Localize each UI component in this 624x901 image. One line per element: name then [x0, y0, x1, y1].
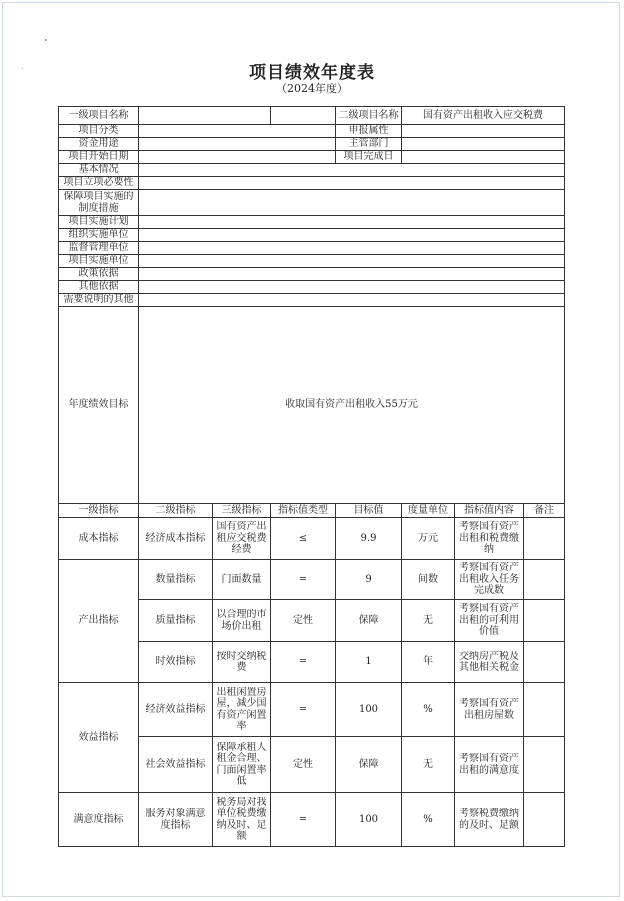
- indicator-l2: 社会效益指标: [139, 737, 213, 793]
- indicator-l2-text: 服务对象满意度指标: [145, 808, 206, 831]
- info-label: 政策依据: [59, 268, 139, 281]
- indicator-unit: 间数: [402, 560, 455, 600]
- indicator-note: [524, 683, 565, 737]
- indicator-target: 1: [336, 642, 402, 683]
- indicator-content-text: 考察国有资产出租和税费缴纳: [459, 521, 519, 556]
- info-label: 项目实施单位: [59, 255, 139, 268]
- indicator-l3-text: 国有资产出租应交税费经费: [216, 521, 267, 556]
- info-label-text: 保障项目实施的制度措施: [63, 191, 134, 214]
- info-value: [139, 242, 565, 255]
- info-value: [139, 281, 565, 294]
- indicator-header-row: [59, 504, 565, 518]
- indicator-l3: [213, 737, 271, 793]
- info-row: [59, 255, 565, 268]
- indicator-l3: [213, 793, 271, 847]
- label-fund-use: 资金用途: [59, 138, 139, 151]
- page-title: 项目绩效年度表: [249, 63, 375, 83]
- indicator-content: [455, 518, 524, 560]
- label-dept: 主管部门: [336, 138, 402, 151]
- header-level1: 一级指标: [59, 504, 139, 518]
- indicator-type: 定性: [271, 737, 336, 793]
- indicator-note: [524, 518, 565, 560]
- value-level1-name: [139, 107, 271, 125]
- indicator-note: [524, 642, 565, 683]
- value-declare-attr: [402, 125, 565, 138]
- value-fund-use: [139, 138, 336, 151]
- label-end-date: 项目完成日: [336, 151, 402, 164]
- indicator-type: =: [271, 793, 336, 847]
- info-row: [59, 190, 565, 216]
- indicator-content-text: 考察国有资产出租的可利用价值: [459, 603, 519, 638]
- info-value: [139, 177, 565, 190]
- label-declare-attr: 申报属性: [336, 125, 402, 138]
- annual-goal-label: 年度绩效目标: [59, 307, 139, 504]
- indicator-content-text: 考察税费缴纳的及时、足额: [459, 808, 519, 831]
- indicator-l3: 门面数量: [213, 560, 271, 600]
- header-content: 指标值内容: [455, 504, 524, 518]
- indicator-target: 100: [336, 793, 402, 847]
- label-category: 项目分类: [59, 125, 139, 138]
- indicator-unit: 无: [402, 600, 455, 642]
- indicator-l2: 质量指标: [139, 600, 213, 642]
- indicator-unit: 无: [402, 737, 455, 793]
- indicator-l3: [213, 683, 271, 737]
- indicator-content: [455, 600, 524, 642]
- indicator-row: [59, 683, 565, 737]
- indicator-l3: [213, 518, 271, 560]
- indicator-l1: 产出指标: [59, 560, 139, 683]
- info-value: [139, 190, 565, 216]
- header-level2: 二级指标: [139, 504, 213, 518]
- indicator-content-text: 考察国有资产出租收入任务完成数: [459, 562, 519, 597]
- info-label: 需要说明的其他: [59, 294, 139, 307]
- indicator-target: 100: [336, 683, 402, 737]
- indicator-content-text: 交纳房产税及其他相关税金: [459, 650, 519, 673]
- label-level1-name: 一级项目名称: [59, 107, 139, 125]
- indicator-content: [455, 642, 524, 683]
- indicator-content: [455, 737, 524, 793]
- indicator-l2: 经济成本指标: [139, 518, 213, 560]
- row-project-name: [59, 107, 565, 125]
- header-note: 备注: [524, 504, 565, 518]
- indicator-unit: %: [402, 793, 455, 847]
- indicator-l3-text: 税务局对我单位税费缴纳及时、足额: [216, 796, 267, 842]
- info-value: [139, 268, 565, 281]
- performance-table: [58, 106, 565, 847]
- value-dept: [402, 138, 565, 151]
- info-row: [59, 242, 565, 255]
- indicator-l1: 效益指标: [59, 683, 139, 793]
- info-label: 基本情况: [59, 164, 139, 177]
- indicator-unit: 万元: [402, 518, 455, 560]
- info-value: [139, 255, 565, 268]
- info-row: [59, 216, 565, 229]
- info-label: 组织实施单位: [59, 229, 139, 242]
- info-row: [59, 281, 565, 294]
- header-level3: 三级指标: [213, 504, 271, 518]
- indicator-row: [59, 518, 565, 560]
- value-start-date: [139, 151, 336, 164]
- indicator-note: [524, 737, 565, 793]
- indicator-target: 9: [336, 560, 402, 600]
- indicator-row: [59, 560, 565, 600]
- indicator-content-text: 考察国有资产出租的满意度: [459, 753, 519, 776]
- info-row: [59, 177, 565, 190]
- indicator-type: 定性: [271, 600, 336, 642]
- indicator-type: =: [271, 683, 336, 737]
- header-type: 指标值类型: [271, 504, 336, 518]
- info-value: [139, 164, 565, 177]
- annual-goal-value: 收取国有资产出租收入55万元: [139, 307, 565, 504]
- indicator-l3-text: 出租闲置房屋，减少国有资产闲置率: [216, 686, 267, 732]
- label-level2-name: 二级项目名称: [336, 107, 402, 125]
- row-annual-goal: [59, 307, 565, 504]
- indicator-type: =: [271, 560, 336, 600]
- info-row: [59, 164, 565, 177]
- indicator-l2: [139, 793, 213, 847]
- scan-speck: [45, 39, 47, 41]
- header-target: 目标值: [336, 504, 402, 518]
- indicator-content: [455, 793, 524, 847]
- row-fund-use: [59, 138, 565, 151]
- info-label: 其他依据: [59, 281, 139, 294]
- indicator-l3: [213, 642, 271, 683]
- header-unit: 度量单位: [402, 504, 455, 518]
- info-label: 项目实施计划: [59, 216, 139, 229]
- indicator-l3-text: 按时交纳税费: [216, 650, 267, 673]
- info-value: [139, 216, 565, 229]
- info-value: [139, 229, 565, 242]
- indicator-content: [455, 683, 524, 737]
- indicator-target: 保障: [336, 737, 402, 793]
- indicator-l3: [213, 600, 271, 642]
- indicator-type: ≤: [271, 518, 336, 560]
- row-category: [59, 125, 565, 138]
- info-label: 监督管理单位: [59, 242, 139, 255]
- row-dates: [59, 151, 565, 164]
- info-label: 项目立项必要性: [59, 177, 139, 190]
- info-value: [139, 294, 565, 307]
- info-row: [59, 268, 565, 281]
- value-level2-name: 国有资产出租收入应交税费: [402, 107, 565, 125]
- indicator-unit: 年: [402, 642, 455, 683]
- indicator-target: 保障: [336, 600, 402, 642]
- value-category: [139, 125, 336, 138]
- label-start-date: 项目开始日期: [59, 151, 139, 164]
- indicator-content-text: 考察国有资产出租房屋数: [459, 698, 519, 721]
- indicator-l2: 时效指标: [139, 642, 213, 683]
- indicator-l3-text: 以合理的市场价出租: [216, 609, 267, 632]
- indicator-type: =: [271, 642, 336, 683]
- value-end-date: [402, 151, 565, 164]
- indicator-row: [59, 793, 565, 847]
- indicator-unit: %: [402, 683, 455, 737]
- indicator-content: [455, 560, 524, 600]
- indicator-l3-text: 保障承租人租金合理、门面闲置率低: [216, 741, 267, 787]
- indicator-l1: 成本指标: [59, 518, 139, 560]
- indicator-note: [524, 560, 565, 600]
- indicator-l2: 数量指标: [139, 560, 213, 600]
- value-level1-name-extra: [271, 107, 336, 125]
- indicator-l1: 满意度指标: [59, 793, 139, 847]
- indicator-target: 9.9: [336, 518, 402, 560]
- info-row: [59, 229, 565, 242]
- info-row: [59, 294, 565, 307]
- page-subtitle: （2024年度）: [276, 82, 348, 95]
- info-label: [59, 190, 139, 216]
- indicator-l2: 经济效益指标: [139, 683, 213, 737]
- indicator-note: [524, 793, 565, 847]
- indicator-note: [524, 600, 565, 642]
